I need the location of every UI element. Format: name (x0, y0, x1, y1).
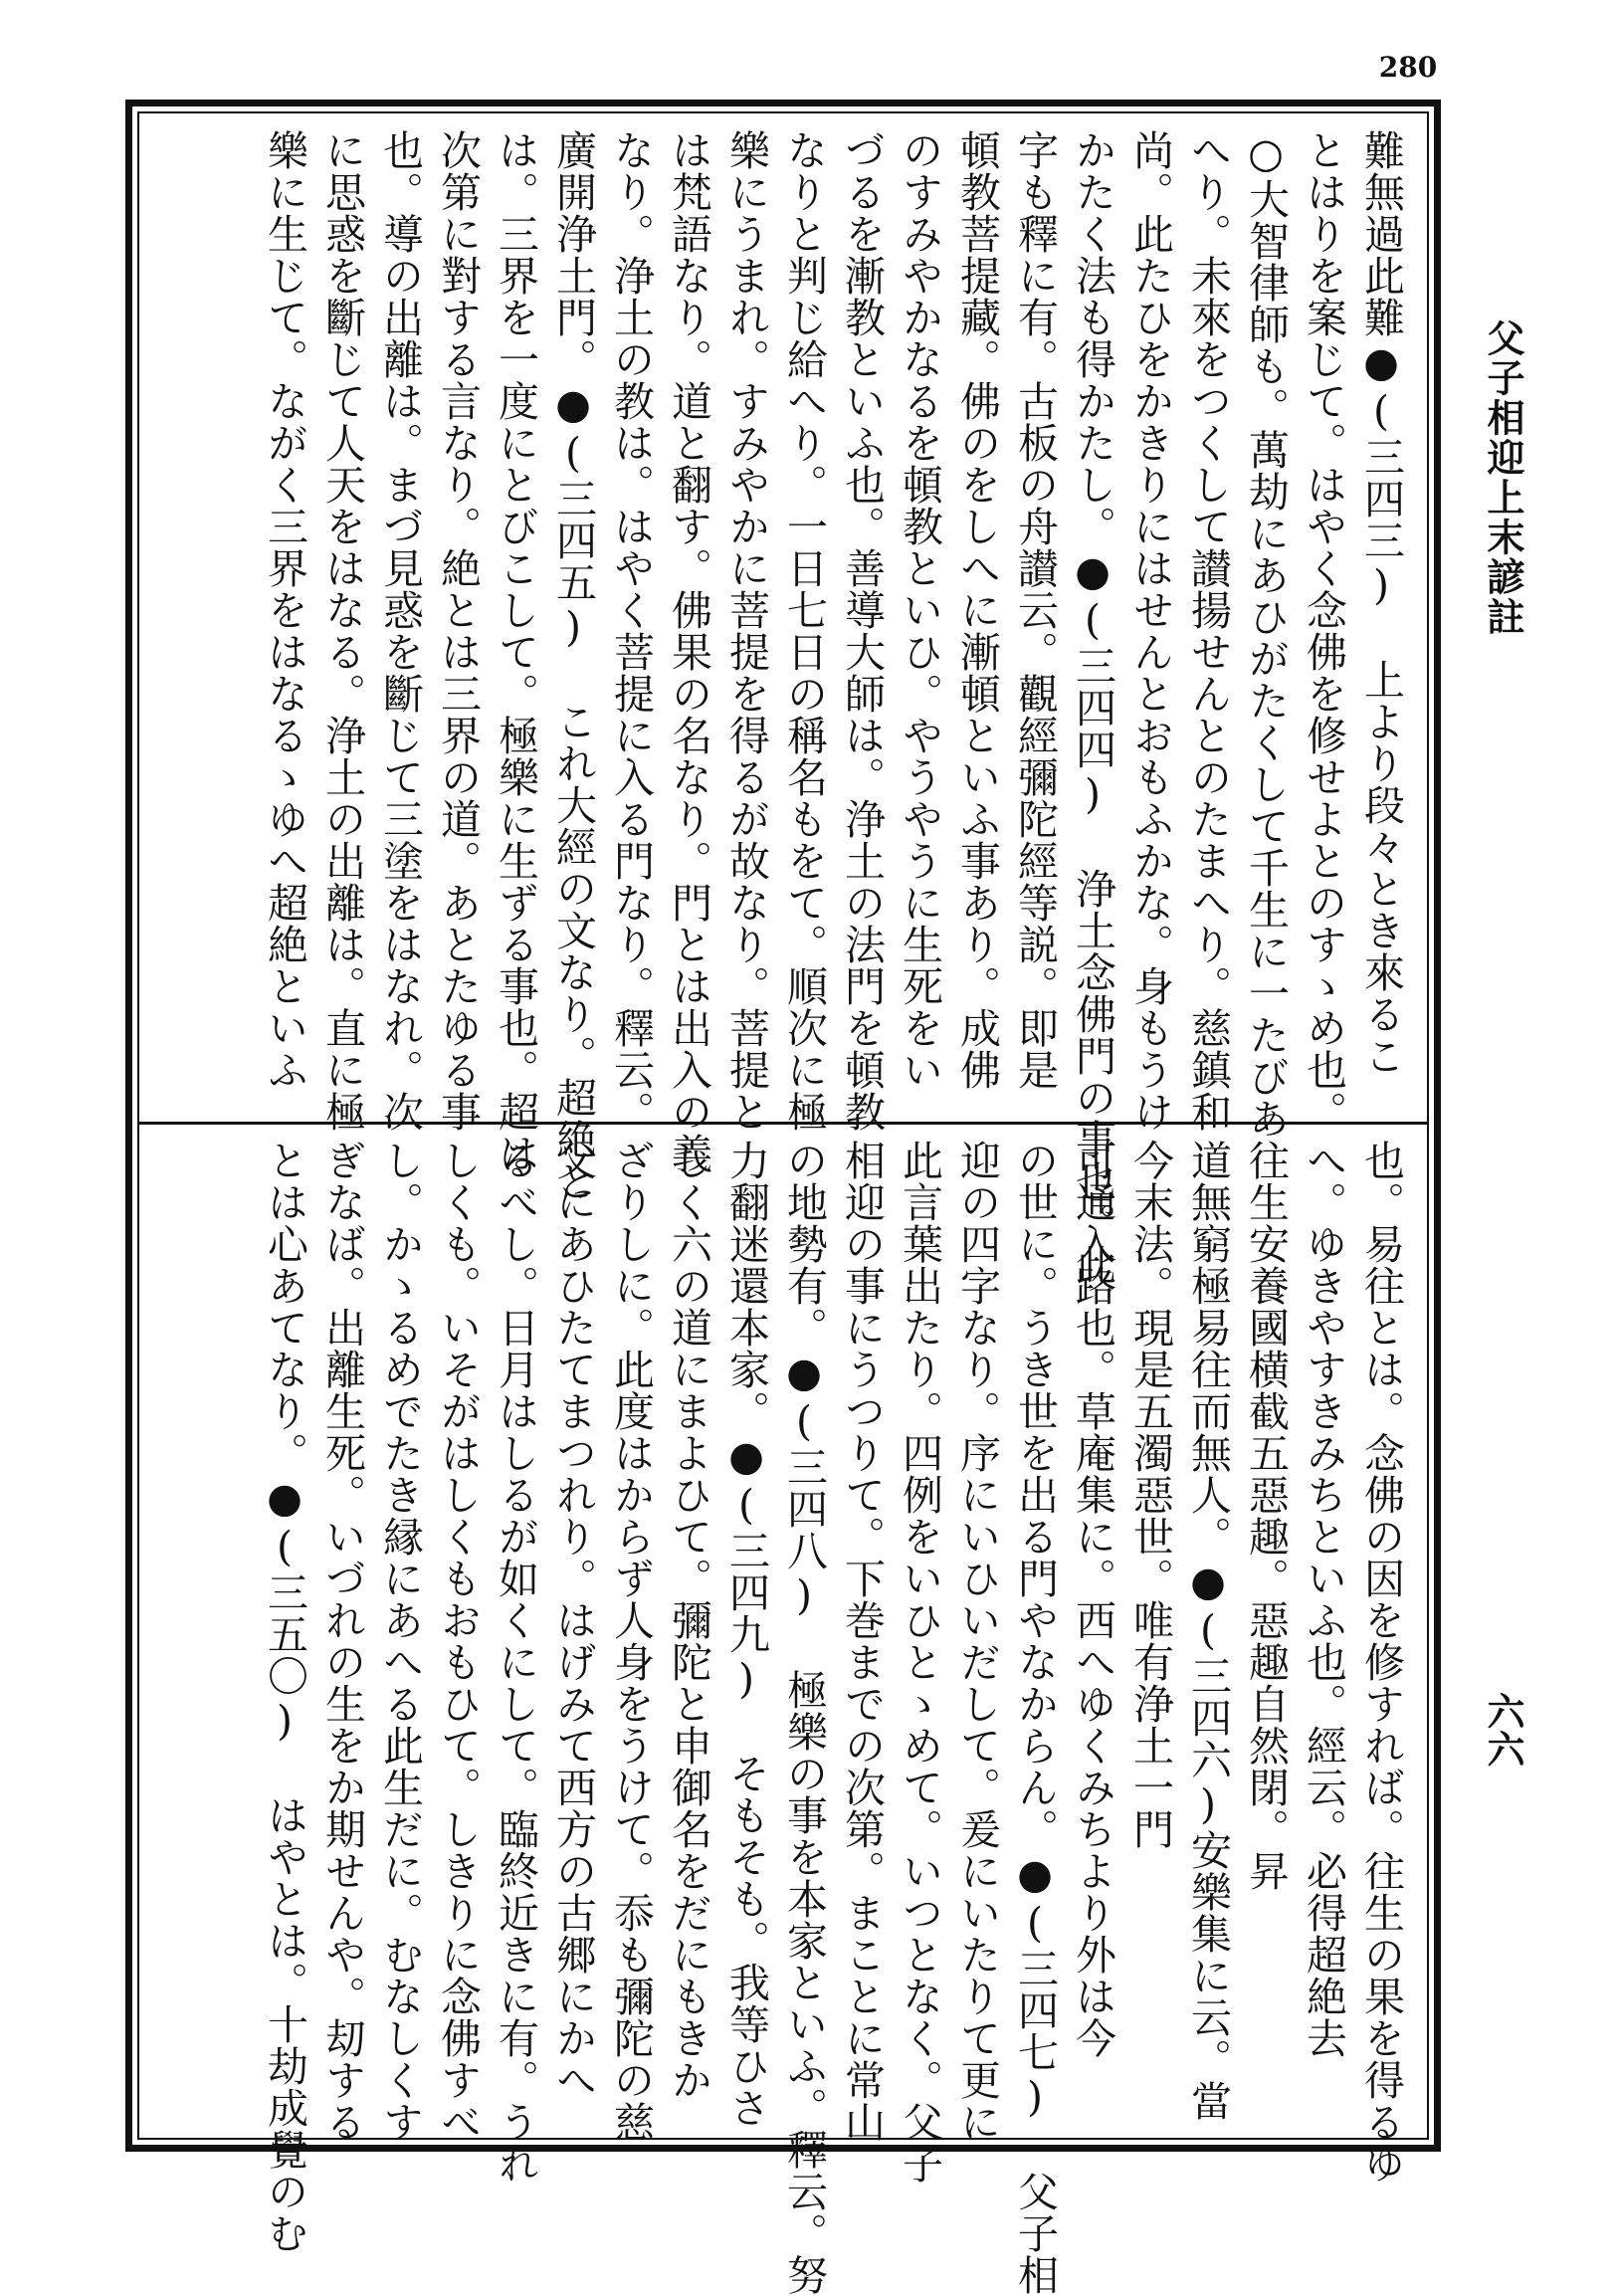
text-column: とは心あてなり。●(三五〇) はやとは。十劫成覺のむ (261, 1140, 308, 2254)
text-column: かたく法も得かたし。●(三四四) 浄土念佛門の事也。此 (1069, 129, 1116, 1286)
text-column: は。三界を一度にとびこして。極樂に生ずる事也。超は (492, 129, 539, 1174)
folio-number: 六六 (1481, 1692, 1525, 1768)
text-column: 樂に生じて。ながく三界をはなるゝゆへ超絶といふ (261, 129, 308, 1091)
text-column: へり。未來をつくして讃揚せんとのたまへり。慈鎮和 (1184, 129, 1232, 1133)
text-column: 力翻迷還本家。●(三四九) そもそも。我等ひさ (722, 1140, 770, 2129)
text-column: なりと判じ給へり。一日七日の稱名もをて。順次に極 (780, 129, 828, 1133)
text-column: 往生安養國横截五惡趣。惡趣自然閉。昇 (1242, 1140, 1290, 1892)
text-column: の世に。うき世を出る門やなからん。●(三四七) 父子相 (1011, 1140, 1059, 2296)
text-column: 此言葉出たり。四例をいひとゝめて。いつとなく。父子 (896, 1140, 943, 2185)
text-column: 樂にうまれ。すみやかに菩提を得るが故なり。菩提と (722, 129, 770, 1133)
text-column: しくも。いそがはしくもおもひて。しきりに念佛すべ (434, 1140, 482, 2143)
upper-text-block (261, 129, 1410, 1286)
text-column: 次第に對する言なり。絶とは三界の道。あとたゆる事 (434, 129, 482, 1133)
text-column: とはりを案じて。はやく念佛を修せよとのすゝめ也。 (1300, 129, 1347, 1133)
text-column: ぎなば。出離生死。いづれの生をか期せんや。刧する (318, 1140, 366, 2143)
text-column: 可通入路也。草庵集に。西へゆくみちより外は今 (1069, 1140, 1116, 2059)
text-column: 父にあひたてまつれり。はげみて西方の古郷にかへ (549, 1140, 597, 2101)
text-column: しく六の道にまよひて。彌陀と申御名をだにもきか (665, 1140, 712, 2101)
text-column: 字も釋に有。古板の舟讃云。觀經彌陀經等説。即是 (1011, 129, 1059, 1091)
text-column: なり。浄土の教は。はやく菩提に入る門なり。釋云。 (607, 129, 655, 1133)
text-column: は梵語なり。道と翻す。佛果の名なり。門とは出入の義 (665, 129, 712, 1174)
text-column: の地勢有。●(三四八) 極樂の事を本家といふ。釋云。努 (780, 1140, 828, 2296)
text-column: 尚。此たひをかきりにはせんとおもふかな。身もうけ (1126, 129, 1174, 1133)
lower-text-block (261, 1140, 1410, 2296)
text-column: ○大智律師も。萬劫にあひがたくして千生に一たびあ (1242, 129, 1290, 1140)
text-column: るべし。日月はしるが如くにして。臨終近きに有。うれ (492, 1140, 539, 2185)
text-column: し。かゝるめでたき縁にあへる此生だに。むなしくす (376, 1140, 424, 2143)
text-column: 難無過此難●(三四三) 上より段々とき來るこ (1357, 129, 1405, 1077)
text-column: づるを漸教といふ也。善導大師は。浄土の法門を頓教 (838, 129, 886, 1133)
text-column: に思惑を斷じて人天をはなる。浄土の出離は。直に極 (318, 129, 366, 1133)
text-column: へ。ゆきやすきみちといふ也。經云。必得超絶去 (1300, 1140, 1347, 2059)
text-column: 今末法。現是五濁惡世。唯有浄土一門 (1126, 1140, 1174, 1850)
running-title: 父子相迎上末諺註 (1481, 318, 1525, 637)
text-column: 廣開浄土門。●(三四五) これ大經の文なり。超絶と (549, 129, 597, 1202)
text-column: ざりしに。此度はからず人身をうけて。忝も彌陀の慈 (607, 1140, 655, 2143)
text-column: 頓教菩提藏。佛のをしへに漸頓といふ事あり。成佛 (953, 129, 1001, 1091)
text-column: のすみやかなるを頓教といひ。やうやうに生死をい (896, 129, 943, 1091)
text-column: 迎の四字なり。序にいひいだして。爰にいたりて更に (953, 1140, 1001, 2143)
text-column: 也。導の出離は。まづ見惑を斷じて三塗をはなれ。次 (376, 129, 424, 1133)
text-column: 相迎の事にうつりて。下巻までの次第。まことに常山 (838, 1140, 886, 2143)
text-column: 也。易往とは。念佛の因を修すれば。往生の果を得るゆ (1357, 1140, 1405, 2185)
page-number: 280 (1378, 51, 1438, 84)
text-column: 道無窮極易往而無人。●(三四六)安樂集に云。當 (1184, 1140, 1232, 2122)
